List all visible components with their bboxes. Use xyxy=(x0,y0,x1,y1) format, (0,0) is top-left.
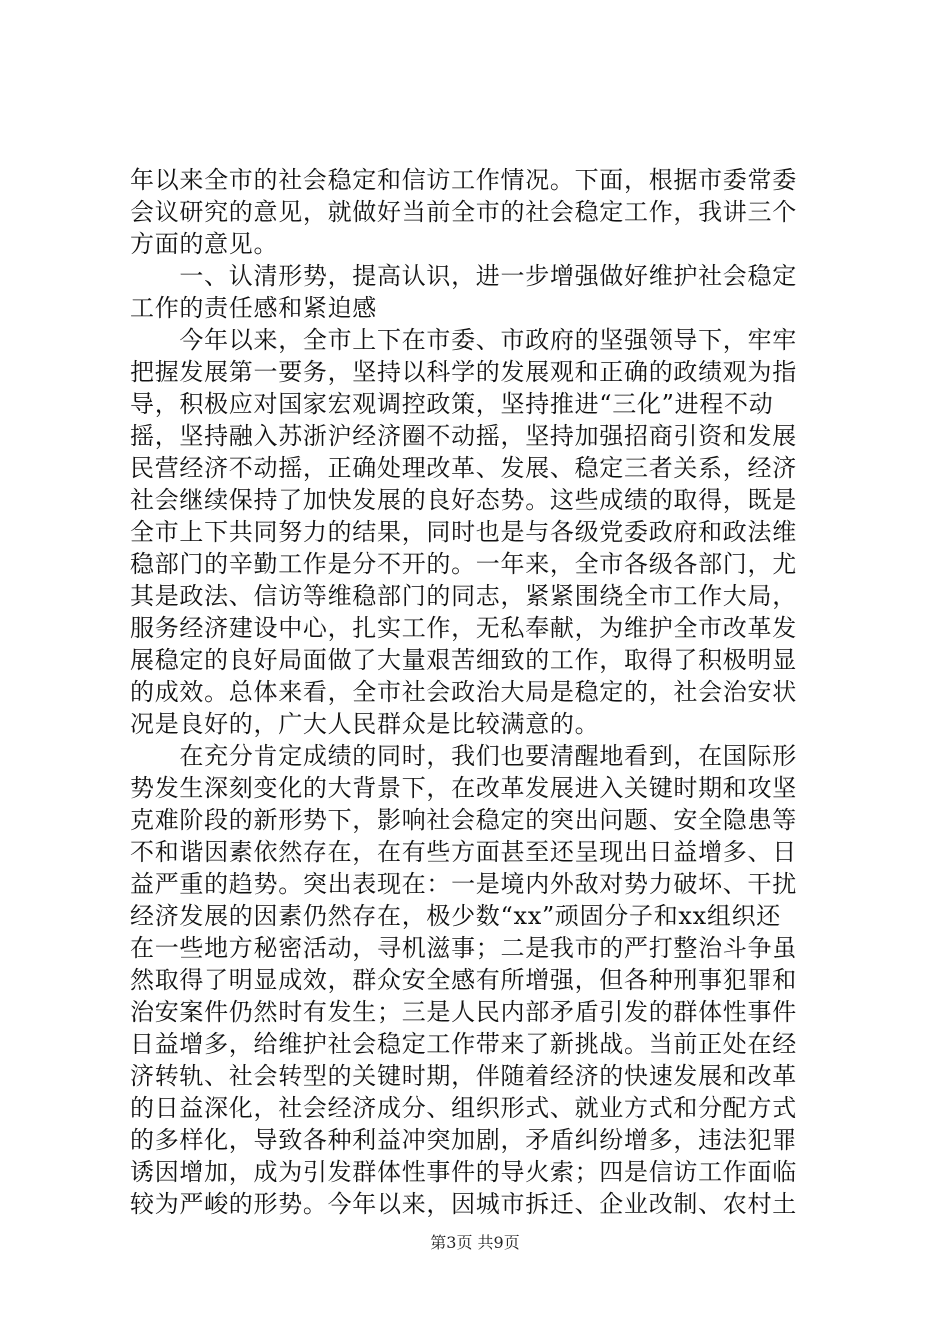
text-line: 的多样化，导致各种利益冲突加剧，矛盾纠纷增多，违法犯罪 xyxy=(130,1126,797,1154)
text-line: 况是良好的，广大人民群众是比较满意的。 xyxy=(130,710,600,738)
text-line: 今年以来，全市上下在市委、市政府的坚强领导下，牢牢 xyxy=(130,326,797,354)
text-line: 把握发展第一要务，坚持以科学的发展观和正确的政绩观为指 xyxy=(130,358,797,386)
text-line: 较为严峻的形势。今年以来，因城市拆迁、企业改制、农村土 xyxy=(130,1190,797,1218)
text-line: 社会继续保持了加快发展的良好态势。这些成绩的取得，既是 xyxy=(130,486,797,514)
text-line: 一、认清形势，提高认识，进一步增强做好维护社会稳定 xyxy=(130,262,797,290)
text-line: 全市上下共同努力的结果，同时也是与各级党委政府和政法维 xyxy=(130,518,797,546)
text-line: 民营经济不动摇，正确处理改革、发展、稳定三者关系，经济 xyxy=(130,454,797,482)
text-line: 然取得了明显成效，群众安全感有所增强，但各种刑事犯罪和 xyxy=(130,966,797,994)
text-line: 展稳定的良好局面做了大量艰苦细致的工作，取得了积极明显 xyxy=(130,646,797,674)
text-line: 济转轨、社会转型的关键时期，伴随着经济的快速发展和改革 xyxy=(130,1062,797,1090)
text-line: 在一些地方秘密活动，寻机滋事；二是我市的严打整治斗争虽 xyxy=(130,934,797,962)
text-line: 益严重的趋势。突出表现在：一是境内外敌对势力破坏、干扰 xyxy=(130,870,797,898)
text-line: 会议研究的意见，就做好当前全市的社会稳定工作，我讲三个 xyxy=(130,198,797,226)
text-line: 年以来全市的社会稳定和信访工作情况。下面，根据市委常委 xyxy=(130,166,797,194)
text-line: 不和谐因素依然存在，在有些方面甚至还呈现出日益增多、日 xyxy=(130,838,797,866)
text-line: 诱因增加，成为引发群体性事件的导火索；四是信访工作面临 xyxy=(130,1158,797,1186)
text-line: 工作的责任感和紧迫感 xyxy=(130,294,377,322)
text-line: 其是政法、信访等维稳部门的同志，紧紧围绕全市工作大局， xyxy=(130,582,797,610)
text-line: 稳部门的辛勤工作是分不开的。一年来，全市各级各部门，尤 xyxy=(130,550,797,578)
text-line: 日益增多，给维护社会稳定工作带来了新挑战。当前正处在经 xyxy=(130,1030,797,1058)
text-line: 治安案件仍然时有发生；三是人民内部矛盾引发的群体性事件 xyxy=(130,998,797,1026)
text-line: 的成效。总体来看，全市社会政治大局是稳定的，社会治安状 xyxy=(130,678,797,706)
text-line: 的日益深化，社会经济成分、组织形式、就业方式和分配方式 xyxy=(130,1094,797,1122)
text-line: 方面的意见。 xyxy=(130,230,279,258)
page-footer: 第3页 共9页 xyxy=(430,1233,520,1252)
text-line: 导，积极应对国家宏观调控政策，坚持推进“三化”进程不动 xyxy=(130,390,774,418)
text-line: 势发生深刻变化的大背景下，在改革发展进入关键时期和攻坚 xyxy=(130,774,797,802)
text-line: 在充分肯定成绩的同时，我们也要清醒地看到，在国际形 xyxy=(130,742,797,770)
text-line: 摇，坚持融入苏浙沪经济圈不动摇，坚持加强招商引资和发展 xyxy=(130,422,797,450)
text-line: 克难阶段的新形势下，影响社会稳定的突出问题、安全隐患等 xyxy=(130,806,797,834)
body-text xyxy=(130,164,830,1220)
text-line: 经济发展的因素仍然存在，极少数“xx”顽固分子和xx组织还 xyxy=(130,902,781,930)
text-line: 服务经济建设中心，扎实工作，无私奉献，为维护全市改革发 xyxy=(130,614,797,642)
